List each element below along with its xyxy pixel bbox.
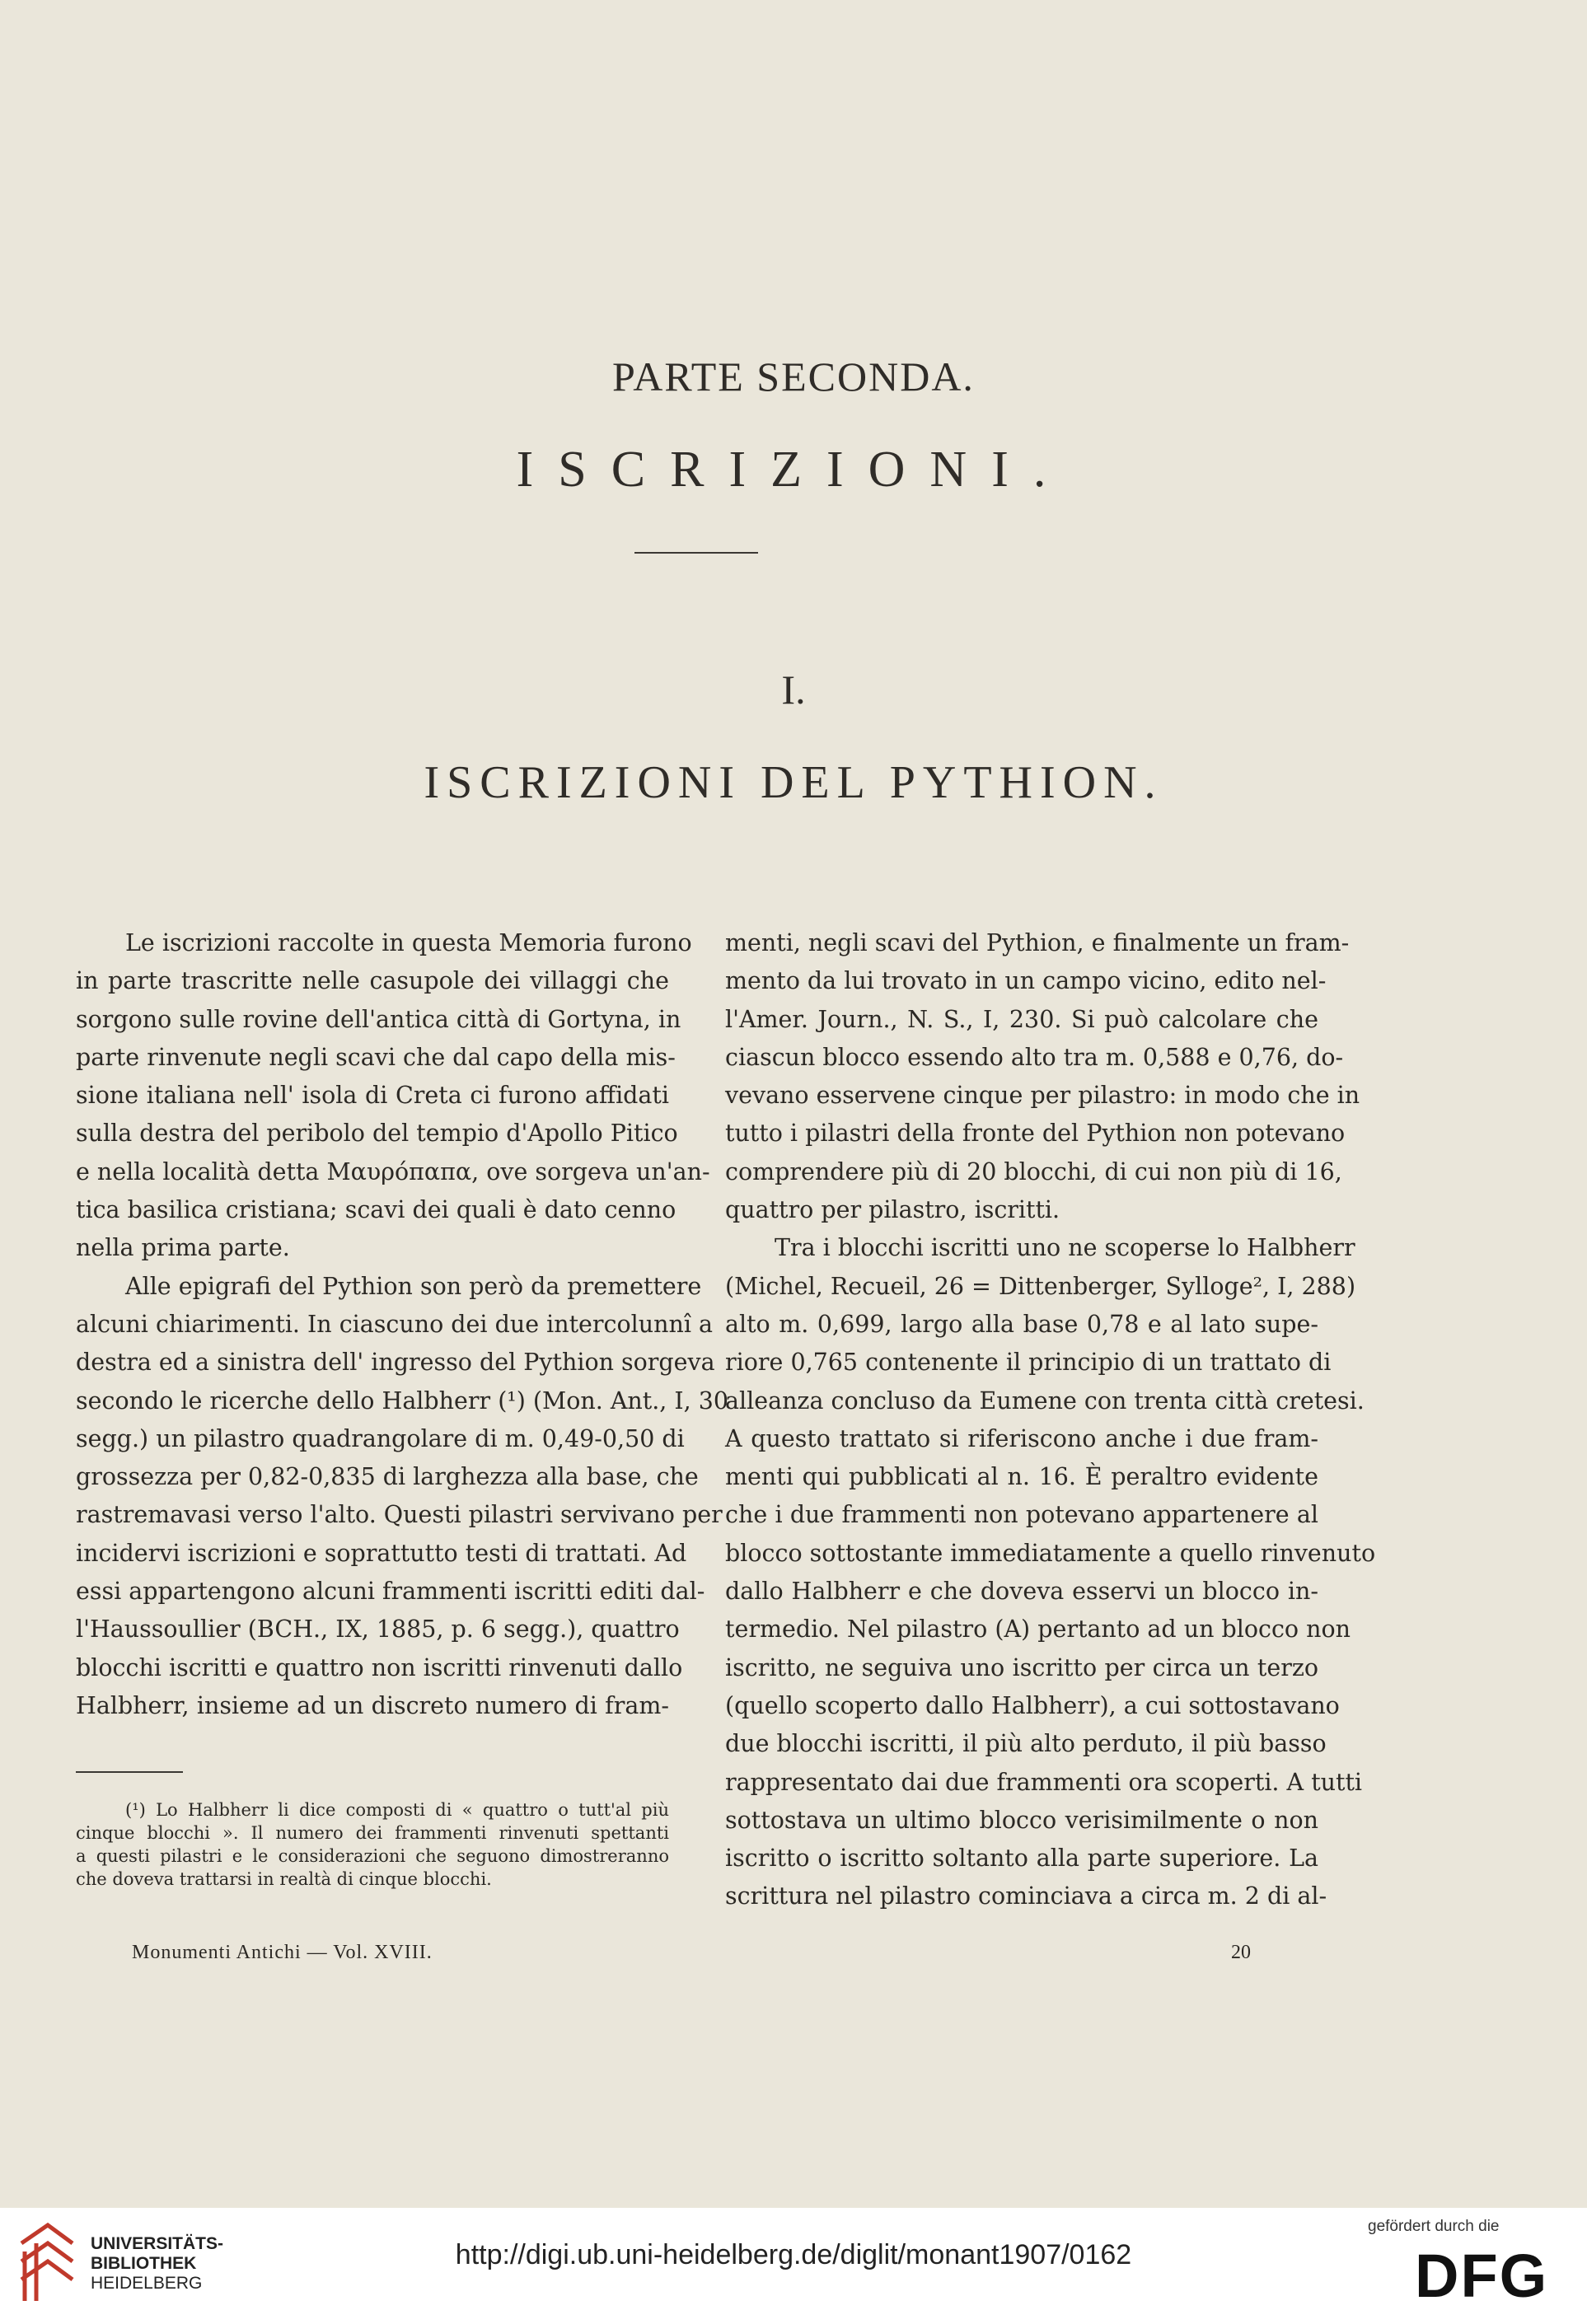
text-line: dallo Halbherr e che doveva esservi un blocco in- [725,1578,1318,1606]
text-line: sottostava un ultimo blocco verisimilmente o non [725,1806,1318,1834]
library-name-line: UNIVERSITÄTS- [91,2234,224,2253]
text-line: alto m. 0,699, largo alla base 0,78 e al lato supe- [725,1310,1318,1338]
text-line: in parte trascritte nelle casupole dei villaggi che [76,967,669,995]
text-line: comprendere più di 20 blocchi, di cui non più di 16, [725,1157,1342,1185]
text-line: secondo le ricerche dello Halbherr (¹) (Mon. Ant., I, 30 [76,1386,729,1415]
right-text-column [725,924,1376,1916]
text-line: l'Amer. Journ., N. S., I, 230. Si può calcolare che [725,1005,1318,1033]
text-line: Le iscrizioni raccolte in questa Memoria furono [125,929,692,956]
left-text-column [76,924,729,1725]
text-line: mento da lui trovato in un campo vicino, edito nel- [725,967,1327,995]
title-divider [634,552,758,554]
footnote-line: a questi pilastri e le considerazioni che seguono dimostreranno [76,1846,669,1866]
part-title: PARTE SECONDA. [612,353,975,400]
text-line: menti, negli scavi del Pythion, e finalmente un fram- [725,929,1350,956]
text-line: e nella località detta Μαυρόπαπα, ove sorgeva un'an- [76,1157,710,1185]
page-number: 20 [1231,1942,1251,1963]
text-line: sione italiana nell' isola di Creta ci furono affidati [76,1082,669,1110]
funder-label: gefördert durch die [1368,2218,1500,2235]
dfg-logo: DFG [1415,2242,1549,2310]
footnote [76,1798,669,1891]
text-line: (quello scoperto dallo Halbherr), a cui sottostavano [725,1691,1340,1719]
text-line: alleanza concluso da Eumene con trenta città cretesi. [725,1386,1365,1415]
text-line: riore 0,765 contenente il principio di un trattato di [725,1349,1332,1377]
text-line: iscritto, ne seguiva uno iscritto per circa un terzo [725,1653,1318,1681]
text-line: quattro per pilastro, iscritti. [725,1196,1060,1224]
text-line: l'Haussoullier (BCH., IX, 1885, p. 6 segg.), quattro [76,1616,680,1644]
text-line: iscritto o iscritto soltanto alla parte superiore. La [725,1845,1318,1873]
text-line: segg.) un pilastro quadrangolare di m. 0,49-0,50 di [76,1424,685,1452]
footnote-line: che doveva trattarsi in realtà di cinque blocchi. [76,1869,492,1889]
text-line: menti qui pubblicati al n. 16. È peraltro evidente [725,1463,1318,1491]
footnote-divider [76,1771,183,1773]
main-title: ISCRIZIONI. [516,442,1071,498]
text-line: vevano esservene cinque per pilastro: in modo che in [725,1082,1360,1110]
text-line: destra ed a sinistra dell' ingresso del Pythion sorgeva [76,1349,715,1377]
text-line: Alle epigrafi del Pythion son però da premettere [125,1272,702,1300]
text-line: tutto i pilastri della fronte del Pythion non potevano [725,1120,1346,1148]
journal-footer: Monumenti Antichi — Vol. XVIII. [132,1942,433,1963]
text-line: due blocchi iscritti, il più alto perduto, il più basso [725,1730,1327,1758]
text-line: rappresentato dai due frammenti ora scoperti. A tutti [725,1768,1363,1796]
text-line: blocco sottostante immediatamente a quello rinvenuto [725,1539,1376,1567]
footnote-line: (¹) Lo Halbherr li dice composti di « quattro o tutt'al più [125,1800,669,1820]
text-line: che i due frammenti non potevano appartenere al [725,1501,1318,1529]
library-name-line: HEIDELBERG [91,2274,203,2293]
text-line: sorgono sulle rovine dell'antica città di Gortyna, in [76,1005,681,1033]
text-line: A questo trattato si riferiscono anche i due fram- [725,1424,1318,1452]
text-line: ciascun blocco essendo alto tra m. 0,588 e 0,76, do- [725,1043,1344,1071]
text-line: alcuni chiarimenti. In ciascuno dei due intercolunnî a [76,1310,713,1338]
text-line: Halbherr, insieme ad un discreto numero di fram- [76,1691,669,1719]
text-line: (Michel, Recueil, 26 = Dittenberger, Sylloge², I, 288) [725,1272,1356,1300]
source-url-link[interactable]: http://digi.ub.uni-heidelberg.de/diglit/monant1907/0162 [455,2239,1132,2270]
text-line: rastremavasi verso l'alto. Questi pilastri servivano per [76,1501,723,1529]
text-line: tica basilica cristiana; scavi dei quali è dato cenno [76,1196,676,1224]
library-name-line: BIBLIOTHEK [91,2254,197,2273]
text-line: Tra i blocchi iscritti uno ne scoperse lo Halbherr [775,1234,1355,1262]
text-line: scrittura nel pilastro cominciava a circa m. 2 di al- [725,1882,1327,1910]
section-title: ISCRIZIONI DEL PYTHION. [424,757,1163,808]
text-line: termedio. Nel pilastro (A) pertanto ad un blocco non [725,1616,1351,1644]
text-line: parte rinvenute negli scavi che dal capo della mis- [76,1043,676,1071]
text-line: blocchi iscritti e quattro non iscritti rinvenuti dallo [76,1653,683,1681]
text-line: grossezza per 0,82-0,835 di larghezza alla base, che [76,1463,699,1491]
text-line: essi appartengono alcuni frammenti iscritti editi dal- [76,1578,705,1606]
text-line: nella prima parte. [76,1234,290,1262]
footnote-line: cinque blocchi ». Il numero dei frammenti rinvenuti spettanti [76,1823,669,1843]
text-line: sulla destra del peribolo del tempio d'Apollo Pitico [76,1120,678,1148]
text-line: incidervi iscrizioni e soprattutto testi di trattati. Ad [76,1539,687,1567]
section-number: I. [781,666,806,713]
